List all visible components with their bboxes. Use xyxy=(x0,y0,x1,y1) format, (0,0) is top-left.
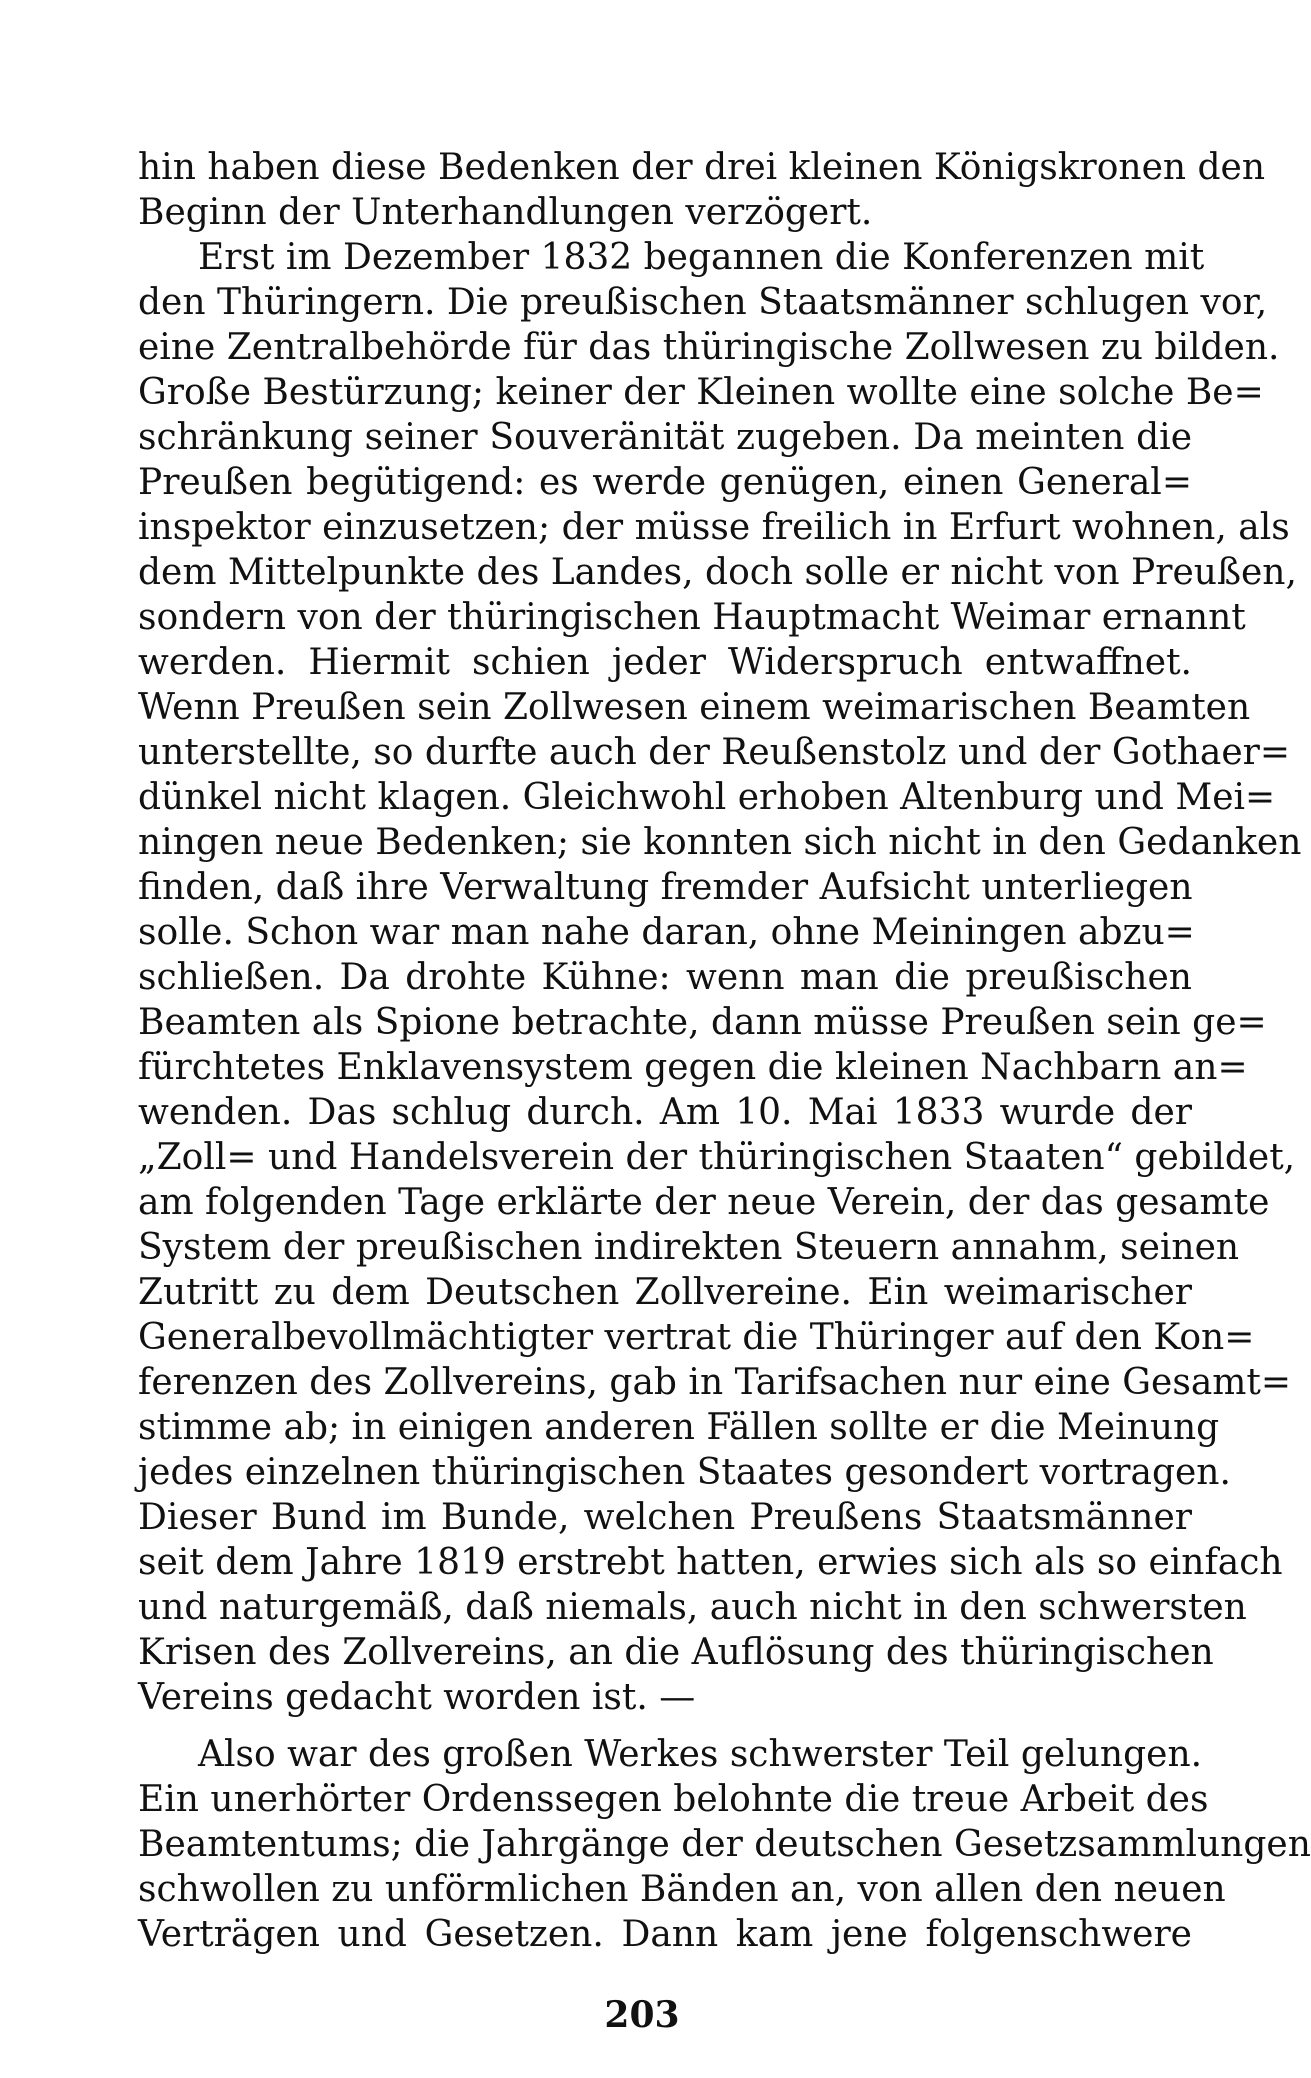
text-line: Beamtentums; die Jahrgänge der deutschen Gesetzsammlungen xyxy=(138,1824,1311,1865)
text-line: Ein unerhörter Ordenssegen belohnte die treue Arbeit des xyxy=(138,1779,1209,1820)
text-line: Generalbevollmächtigter vertrat die Thüringer auf den Kon= xyxy=(138,1317,1255,1358)
page-number: 203 xyxy=(604,1994,680,2036)
text-line: System der preußischen indirekten Steuern annahm, seinen xyxy=(138,1227,1240,1268)
text-line: Beginn der Unterhandlungen verzögert. xyxy=(138,192,873,233)
text-line: finden, daß ihre Verwaltung fremder Aufsicht unterliegen xyxy=(138,867,1193,908)
text-line: Große Bestürzung; keiner der Kleinen wollte eine solche Be= xyxy=(138,372,1264,413)
text-line: und naturgemäß, daß niemals, auch nicht in den schwersten xyxy=(138,1587,1247,1628)
text-line: „Zoll= und Handelsverein der thüringischen Staaten“ gebildet, xyxy=(138,1137,1296,1178)
text-line: am folgenden Tage erklärte der neue Verein, der das gesamte xyxy=(138,1182,1270,1223)
text-line: dem Mittelpunkte des Landes, doch solle er nicht von Preußen, xyxy=(138,552,1297,593)
text-line: Dieser Bund im Bunde, welchen Preußens Staatsmänner xyxy=(138,1497,1192,1538)
text-line: stimme ab; in einigen anderen Fällen sollte er die Meinung xyxy=(138,1407,1220,1448)
text-line: Wenn Preußen sein Zollwesen einem weimarischen Beamten xyxy=(138,687,1251,728)
text-line: solle. Schon war man nahe daran, ohne Meiningen abzu= xyxy=(138,912,1195,953)
text-line: jedes einzelnen thüringischen Staates gesondert vortragen. xyxy=(138,1452,1231,1493)
text-line: sondern von der thüringischen Hauptmacht Weimar ernannt xyxy=(138,597,1246,638)
text-line: hin haben diese Bedenken der drei kleinen Königskronen den xyxy=(138,147,1266,188)
text-line: den Thüringern. Die preußischen Staatsmänner schlugen vor, xyxy=(138,282,1268,323)
text-line: Zutritt zu dem Deutschen Zollvereine. Ein weimarischer xyxy=(138,1272,1192,1313)
text-line: Also war des großen Werkes schwerster Teil gelungen. xyxy=(198,1734,1203,1775)
text-line: inspektor einzusetzen; der müsse freilich in Erfurt wohnen, als xyxy=(138,507,1290,548)
text-line: eine Zentralbehörde für das thüringische Zollwesen zu bilden. xyxy=(138,327,1280,368)
text-line: fürchtetes Enklavensystem gegen die kleinen Nachbarn an= xyxy=(138,1047,1248,1088)
text-line: ningen neue Bedenken; sie konnten sich nicht in den Gedanken xyxy=(138,822,1302,863)
body-text xyxy=(138,145,1311,1957)
text-line: dünkel nicht klagen. Gleichwohl erhoben Altenburg und Mei= xyxy=(138,777,1276,818)
text-line: werden. Hiermit schien jeder Widerspruch entwaffnet. xyxy=(138,642,1192,683)
text-line: seit dem Jahre 1819 erstrebt hatten, erwies sich als so einfach xyxy=(138,1542,1283,1583)
text-line: Preußen begütigend: es werde genügen, einen General= xyxy=(138,462,1192,503)
text-line: unterstellte, so durfte auch der Reußenstolz und der Gothaer= xyxy=(138,732,1291,773)
text-line: Vereins gedacht worden ist. — xyxy=(138,1677,696,1718)
text-line: wenden. Das schlug durch. Am 10. Mai 1833 wurde der xyxy=(138,1092,1192,1133)
text-line: Verträgen und Gesetzen. Dann kam jene folgenschwere xyxy=(138,1914,1192,1955)
text-line: ferenzen des Zollvereins, gab in Tarifsachen nur eine Gesamt= xyxy=(138,1362,1292,1403)
text-line: Krisen des Zollvereins, an die Auflösung des thüringischen xyxy=(138,1632,1214,1673)
text-line: schwollen zu unförmlichen Bänden an, von allen den neuen xyxy=(138,1869,1226,1910)
text-line: Erst im Dezember 1832 begannen die Konferenzen mit xyxy=(198,237,1205,278)
text-line: schließen. Da drohte Kühne: wenn man die preußischen xyxy=(138,957,1192,998)
text-line: schränkung seiner Souveränität zugeben. Da meinten die xyxy=(138,417,1192,458)
text-line: Beamten als Spione betrachte, dann müsse Preußen sein ge= xyxy=(138,1002,1267,1043)
